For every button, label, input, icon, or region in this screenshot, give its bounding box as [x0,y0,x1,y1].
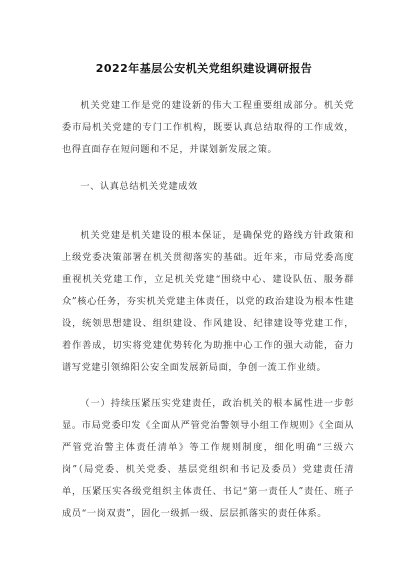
section-heading: 一、认真总结机关党建成效 [80,181,198,192]
intro-paragraph: 机关党建工作是党的建设新的伟大工程重要组成部分。机关党委市局机关党建的专门工作机构，既要认真总结取得的工作成效，也得直面存在短问题和不足，并谋划新发展之策。 [62,100,354,155]
body-paragraph: （一）持续压紧压实党建责任，政治机关的根本属性进一步彰显。市局党委印发《全面从严管党治警领导小组工作规则》《全面从严管党治警主体责任清单》等工作规则制度，细化明确“三级六岗”（局党委、机关党委、基层党组织和书记及委员）党建责任清单，压紧压实各级党组织主体责任、书记“第一责任人”责任、班子成员“一岗双责”，固化一级抓一级、层层抓落实的责任体系。 [62,398,354,519]
document-title: 2022年基层公安机关党组织建设调研报告 [95,62,313,75]
body-paragraph: 机关党建是机关建设的根本保证，是确保党的路线方针政策和上级党委决策部署在机关贯彻落实的基础。近年来，市局党委高度重视机关党建工作，立足机关党建“围绕中心、建设队伍、服务群众”核心任务，夯实机关党建主体责任，以党的政治建设为根本性建设，统领思想建设、组织建设、作风建设、纪律建设等党建工作，着作善成，切实将党建优势转化为助推中心工作的强大动能，奋力谱写党建引领绵阳公安全面发展新局面，争创一流工作业绩。 [62,230,354,373]
